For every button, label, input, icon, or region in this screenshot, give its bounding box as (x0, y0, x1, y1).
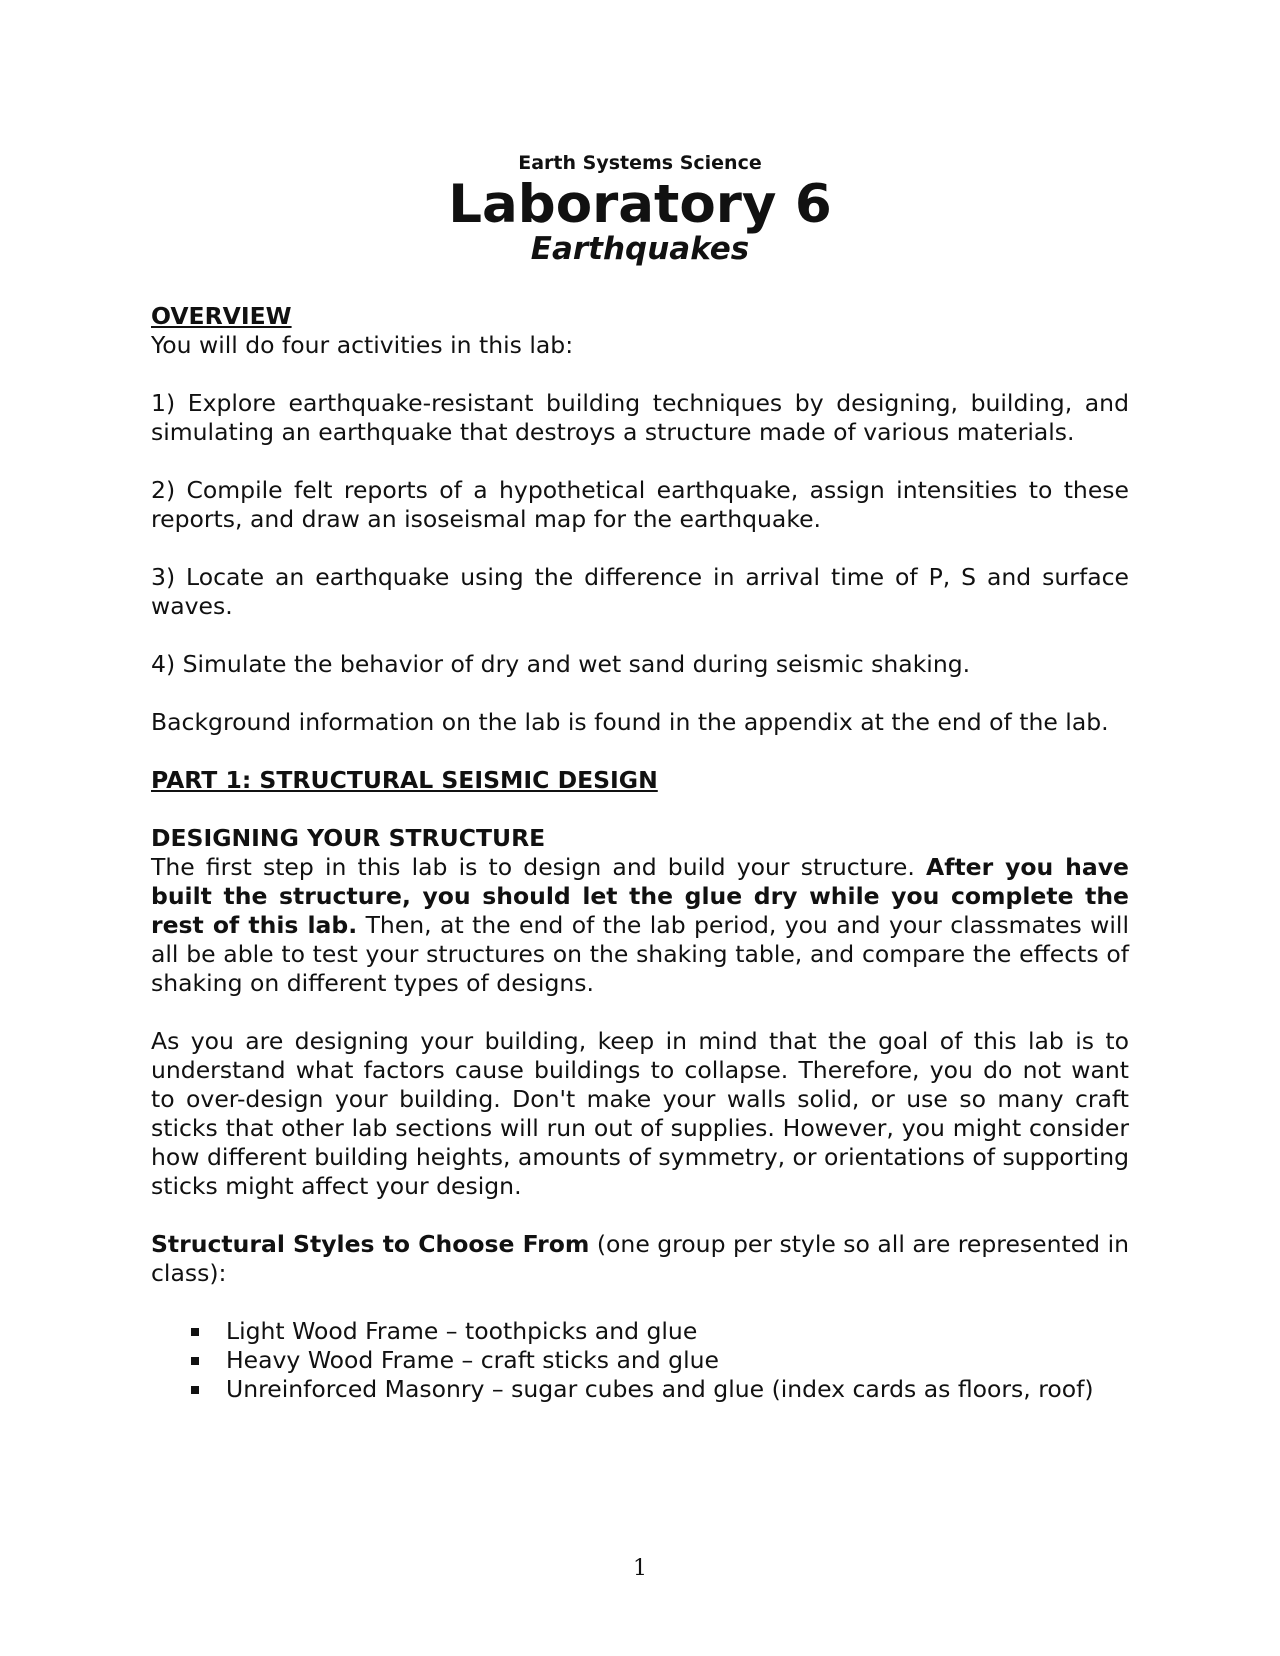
list-item (151, 1346, 1129, 1375)
style-item-heavy-wood: Heavy Wood Frame – craft sticks and glue (226, 1346, 719, 1374)
designing-p1-start: The first step in this lab is to design and build your structure. (151, 853, 927, 881)
style-item-light-wood: Light Wood Frame – toothpicks and glue (226, 1317, 698, 1345)
lab-title: Laboratory 6 (448, 174, 832, 235)
overview-heading: OVERVIEW (151, 302, 292, 330)
list-item (151, 1375, 1129, 1404)
page-number: 1 (633, 1556, 647, 1581)
square-bullet-icon (191, 1357, 199, 1365)
document-page (151, 0, 1129, 1656)
lab-topic: Earthquakes (530, 231, 750, 267)
designing-p1-bold: After you have built the structure, you should let the glue dry while you complete the rest of this lab. (151, 853, 1129, 939)
square-bullet-icon (191, 1386, 199, 1394)
styles-paragraph (151, 1230, 1129, 1288)
designing-heading: DESIGNING YOUR STRUCTURE (151, 824, 546, 852)
styles-note: (one group per style so all are represented in class): (151, 1230, 1129, 1287)
activity-3: 3) Locate an earthquake using the difference in arrival time of P, S and surface waves. (151, 563, 1129, 620)
designing-paragraph-2: As you are designing your building, keep in mind that the goal of this lab is to understand what factors cause buildings to collapse. Therefore, you do not want to over-design your building. Don't make your walls solid, or use so many craft sticks that other lab sections will run out of supplies. However, you might consider how different building heights, amounts of symmetry, or orientations of supporting sticks might affect your design. (151, 1027, 1130, 1200)
styles-list (151, 1317, 1129, 1404)
styles-heading: Structural Styles to Choose From (151, 1230, 590, 1258)
designing-paragraph-1 (151, 853, 1129, 998)
background-note: Background information on the lab is found in the appendix at the end of the lab. (151, 708, 1109, 736)
list-item (151, 1317, 1129, 1346)
activity-1: 1) Explore earthquake-resistant building techniques by designing, building, and simulating an earthquake that destroys a structure made of various materials. (151, 389, 1129, 446)
square-bullet-icon (191, 1328, 199, 1336)
part1-heading: PART 1: STRUCTURAL SEISMIC DESIGN (151, 766, 658, 794)
document-header (151, 150, 1129, 268)
document-body (151, 302, 1129, 1404)
course-name: Earth Systems Science (518, 152, 762, 174)
style-item-masonry: Unreinforced Masonry – sugar cubes and glue (index cards as floors, roof) (226, 1375, 1094, 1403)
activity-2: 2) Compile felt reports of a hypothetical earthquake, assign intensities to these reports, and draw an isoseismal map for the earthquake. (151, 476, 1129, 533)
overview-intro: You will do four activities in this lab: (151, 331, 574, 359)
activity-4: 4) Simulate the behavior of dry and wet sand during seismic shaking. (151, 650, 971, 678)
designing-p1-end: Then, at the end of the lab period, you and your classmates will all be able to test your structures on the shaking table, and compare the effects of shaking on different types of designs. (151, 911, 1129, 997)
